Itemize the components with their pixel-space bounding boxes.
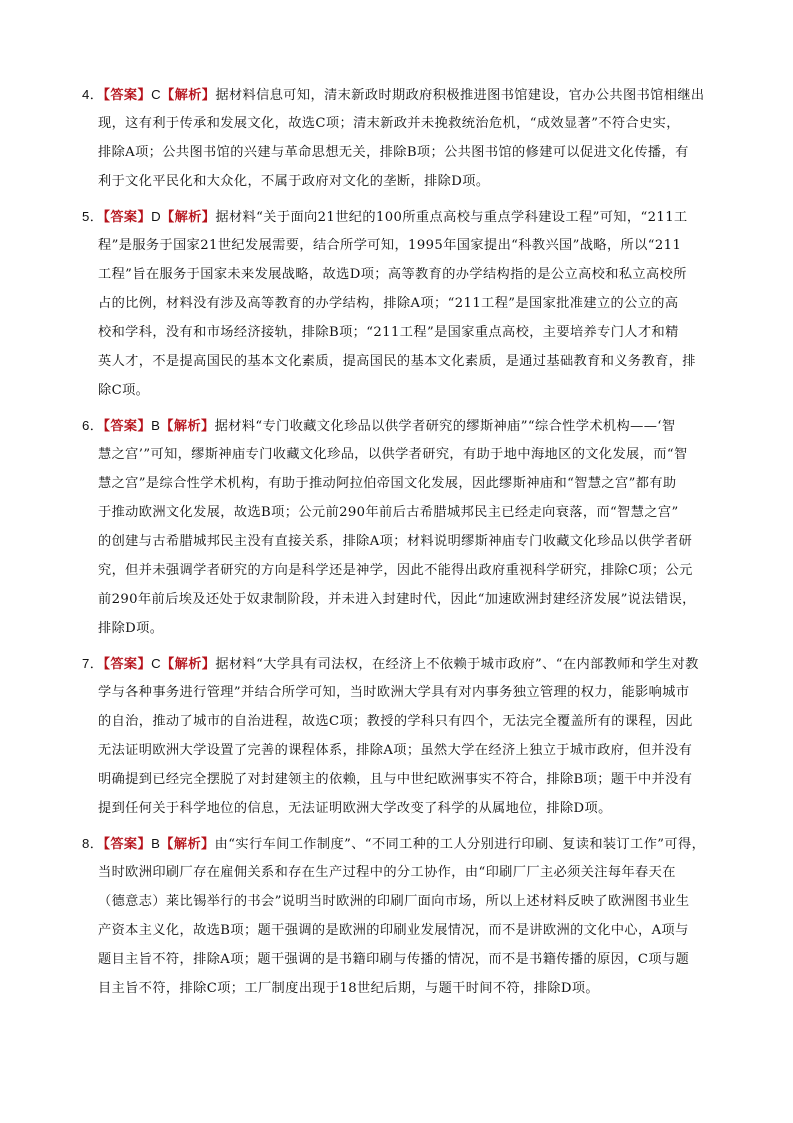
analysis-text: 由“实行车间工作制度”、“不同工种的工人分别进行印刷、复读和装订工作”可得，: [214, 837, 706, 852]
answer-item-5: [82, 202, 722, 405]
analysis-label: 【解析】: [160, 837, 215, 852]
analysis-label: 【解析】: [161, 657, 216, 672]
answer-item-6: [82, 411, 722, 643]
answer-item-7: [82, 649, 722, 823]
analysis-text: 明确提到已经完全摆脱了对封建领主的依赖，且与中世纪欧洲事实不符合，排除B项；题干中并没有: [98, 772, 693, 787]
analysis-text: 提到任何关于科学地位的信息，无法证明欧洲大学改变了科学的从属地位，排除D项。: [98, 801, 612, 816]
answer-choice: C: [151, 87, 162, 102]
analysis-text: 于推动欧洲文化发展，故选B项；公元前290年前后古希腊城邦民主已经走向衰落，而“智慧之宫”: [98, 505, 679, 520]
answer-choice: D: [151, 209, 162, 224]
analysis-text: 产资本主义化，故选B项；题干强调的是欧洲的印刷业发展情况，而不是讲欧洲的文化中心，A项与: [98, 923, 689, 938]
item-first-line: [82, 649, 722, 678]
analysis-text: 排除A项；公共图书馆的兴建与革命思想无关，排除B项；公共图书馆的修建可以促进文化传播，有: [98, 145, 689, 160]
answer-label: 【答案】: [103, 657, 152, 672]
analysis-text: 无法证明欧洲大学设置了完善的课程体系，排除A项；虽然大学在经济上独立于城市政府，但并没有: [98, 743, 693, 758]
item-first-line: [82, 829, 722, 858]
question-number: 6．: [82, 418, 104, 433]
analysis-text: 工程”旨在服务于国家未来发展战略，故选D项；高等教育的办学结构指的是公立高校和私立高校所: [98, 267, 687, 282]
analysis-text: 目主旨不符，排除C项；工厂制度出现于18世纪后期，与题干时间不符，排除D项。: [98, 981, 600, 996]
answer-choice: B: [151, 418, 161, 433]
analysis-text: 慧之宫”是综合性学术机构，有助于推动阿拉伯帝国文化发展，因此缪斯神庙和“智慧之宫”都有助: [98, 476, 677, 491]
analysis-label: 【解析】: [161, 210, 216, 225]
analysis-text: 据材料“关于面向21世纪的100所重点高校与重点学科建设工程”可知，“211工: [215, 210, 688, 225]
answer-item-8: [82, 829, 722, 1003]
analysis-text: 题目主旨不符，排除A项；题干强调的是书籍印刷与传播的情况，而不是书籍传播的原因，C项与题: [98, 952, 690, 967]
answer-choice: B: [151, 836, 161, 851]
answer-label: 【答案】: [103, 210, 152, 225]
analysis-text: 利于文化平民化和大众化，不属于政府对文化的垄断，排除D项。: [98, 174, 490, 189]
answer-label: 【答案】: [103, 837, 152, 852]
analysis-text: 前290年前后埃及还处于奴隶制阶段，并未进入封建时代，因此“加速欧洲封建经济发展”说法错误，: [98, 592, 696, 607]
item-first-line: [82, 80, 722, 109]
answer-explanations: [82, 80, 722, 1009]
analysis-text: （德意志）莱比锡举行的书会”说明当时欧洲的印刷厂面向市场，所以上述材料反映了欧洲图书业生: [98, 894, 690, 909]
item-first-line: [82, 202, 722, 231]
analysis-text: 据材料信息可知，清末新政时期政府积极推进图书馆建设，官办公共图书馆相继出: [215, 88, 705, 103]
analysis-text: 校和学科，没有和市场经济接轨，排除B项；“211工程”是国家重点高校，主要培养专门人才和精: [98, 325, 679, 340]
question-number: 4．: [82, 87, 104, 102]
analysis-text: 的自治，推动了城市的自治进程，故选C项；教授的学科只有四个，无法完全覆盖所有的课程，因此: [98, 714, 693, 729]
analysis-text: 的创建与古希腊城邦民主没有直接关系，排除A项；材料说明缪斯神庙专门收藏文化珍品以供学者研: [98, 534, 693, 549]
question-number: 7．: [82, 656, 104, 671]
item-first-line: [82, 411, 722, 440]
question-number: 5．: [82, 209, 104, 224]
question-number: 8．: [82, 836, 104, 851]
analysis-text: 英人才，不是提高国民的基本文化素质，提高国民的基本文化素质，是通过基础教育和义务教育，排: [98, 354, 696, 369]
analysis-text: 排除D项。: [98, 621, 164, 636]
answer-label: 【答案】: [103, 419, 152, 434]
answer-label: 【答案】: [103, 88, 152, 103]
analysis-text: 占的比例，材料没有涉及高等教育的办学结构，排除A项；“211工程”是国家批准建立的公立的高: [98, 296, 679, 311]
analysis-text: 当时欧洲印刷厂存在雇佣关系和存在生产过程中的分工协作，由“印刷厂厂主必须关注每年春天在: [98, 865, 676, 880]
analysis-label: 【解析】: [161, 88, 216, 103]
answer-choice: C: [151, 656, 162, 671]
analysis-text: 现，这有利于传承和发展文化，故选C项；清末新政并未挽救统治危机，“成效显著”不符合史实，: [98, 116, 680, 131]
analysis-text: 据材料“大学具有司法权，在经济上不依赖于城市政府”、“在内部教师和学生对教: [215, 657, 699, 672]
analysis-text: 程”是服务于国家21世纪发展需要，结合所学可知，1995年国家提出“科教兴国”战略，所以“211: [98, 238, 682, 253]
analysis-text: 究，但并未强调学者研究的方向是科学还是神学，因此不能得出政府重视科学研究，排除C项；公元: [98, 563, 693, 578]
analysis-text: 学与各种事务进行管理”并结合所学可知，当时欧洲大学具有对内事务独立管理的权力，能影响城市: [98, 685, 690, 700]
analysis-text: 据材料“专门收藏文化珍品以供学者研究的缪斯神庙”“综合性学术机构——‘智: [214, 419, 676, 434]
analysis-text: 慧之宫’”可知，缪斯神庙专门收藏文化珍品，以供学者研究，有助于地中海地区的文化发展，而“智: [98, 447, 688, 462]
analysis-text: 除C项。: [98, 383, 150, 398]
answer-item-4: [82, 80, 722, 196]
analysis-label: 【解析】: [160, 419, 215, 434]
